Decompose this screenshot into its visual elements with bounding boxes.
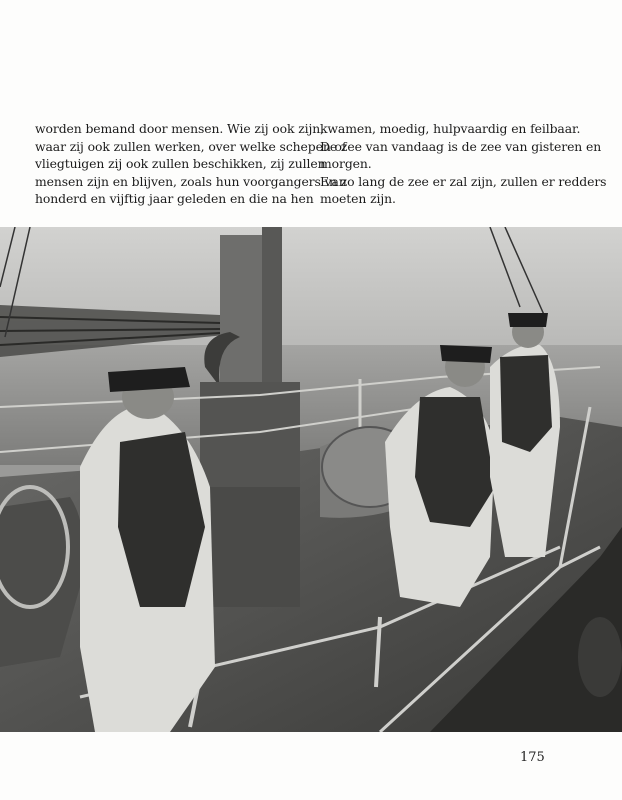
text-line: worden bemand door mensen. Wie zij ook zijn, xyxy=(35,121,324,136)
funnel xyxy=(220,235,262,385)
page-number: 175 xyxy=(520,750,545,765)
text-line: De zee van vandaag is de zee van gisteren en xyxy=(320,138,602,154)
text-line: waar zij ook zullen werken, over welke schepen of xyxy=(35,138,347,154)
text-line: vliegtuigen zij ook zullen beschikken, zij zullen xyxy=(35,156,326,172)
text-line: honderd en vijftig jaar geleden en die na hen xyxy=(35,191,314,207)
text-line: En zo lang de zee er zal zijn, zullen er redders xyxy=(320,173,607,189)
text-line: mensen zijn en blijven, zoals hun voorgangers van xyxy=(35,173,347,189)
text-line: moeten zijn. xyxy=(320,191,396,207)
text-line: morgen. xyxy=(320,156,372,172)
fender xyxy=(578,617,622,697)
lifeboat-crew-photo xyxy=(0,227,622,732)
text-column-right xyxy=(320,120,607,208)
text-line: kwamen, moedig, hulpvaardig en feilbaar. xyxy=(320,121,581,136)
